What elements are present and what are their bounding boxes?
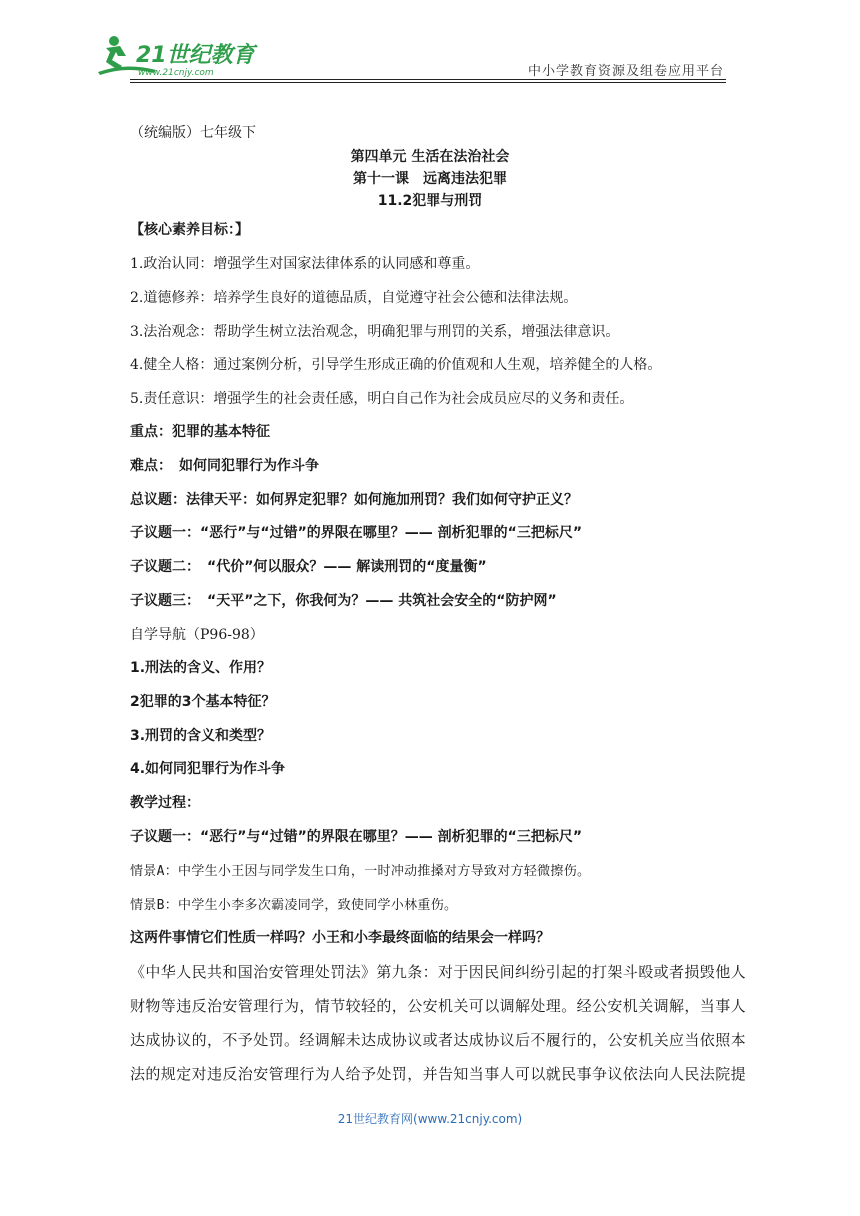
law-text-line: 达成协议的，不予处罚。经调解未达成协议或者达成协议后不履行的，公安机关应当依照本: [130, 1031, 747, 1049]
goal-item: 4.健全人格：通过案例分析，引导学生形成正确的价值观和人生观，培养健全的人格。: [130, 357, 662, 373]
process-subtopic: 子议题一：“恶行”与“过错”的界限在哪里？—— 剖析犯罪的“三把标尺”: [130, 829, 583, 845]
difficulty-point: 难点： 如何同犯罪行为作斗争: [130, 458, 319, 474]
scene-a: 情景A：中学生小王因与同学发生口角，一时冲动推搡对方导致对方轻微擦伤。: [130, 864, 591, 879]
goal-item: 3.法治观念：帮助学生树立法治观念，明确犯罪与刑罚的关系，增强法律意识。: [130, 324, 620, 340]
unit-title: 第四单元 生活在法治社会: [350, 149, 510, 165]
logo-url: www.21cnjy.com: [138, 68, 214, 78]
study-question: 1.刑法的含义、作用？: [130, 660, 272, 676]
key-point: 重点：犯罪的基本特征: [130, 424, 270, 440]
core-goals-heading: 【核心素养目标：】: [130, 222, 249, 238]
edition-label: （统编版）七年级下: [130, 125, 256, 141]
goal-item: 5.责任意识：增强学生的社会责任感，明白自己作为社会成员应尽的义务和责任。: [130, 391, 634, 407]
platform-name: 中小学教育资源及组卷应用平台: [527, 64, 724, 79]
scene-b: 情景B：中学生小李多次霸凌同学，致使同学小林重伤。: [130, 898, 458, 913]
law-text-line: 财物等违反治安管理行为，情节较轻的，公安机关可以调解处理。经公安机关调解，当事人: [130, 997, 747, 1015]
section-title: 11.2犯罪与刑罚: [377, 193, 483, 209]
logo-text: 21世纪教育: [136, 43, 255, 68]
study-question: 4.如何同犯罪行为作斗争: [130, 761, 286, 777]
sub-topic: 子议题二： “代价”何以服众？—— 解读刑罚的“度量衡”: [130, 559, 487, 575]
self-study-heading: 自学导航（P96-98）: [130, 627, 264, 643]
header-divider: [130, 79, 726, 80]
footer-link[interactable]: 21世纪教育网(www.21cnjy.com): [337, 1112, 523, 1126]
law-text-line: 法的规定对违反治安管理行为人给予处罚，并告知当事人可以就民事争议依法向人民法院提: [130, 1065, 747, 1083]
goal-item: 1.政治认同：增强学生对国家法律体系的认同感和尊重。: [130, 256, 480, 272]
compare-question: 这两件事情它们性质一样吗？小王和小李最终面临的结果会一样吗？: [130, 930, 550, 946]
study-question: 3.刑罚的含义和类型？: [130, 728, 272, 744]
sub-topic: 子议题三： “天平”之下，你我何为？—— 共筑社会安全的“防护网”: [130, 593, 557, 609]
study-question: 2犯罪的3个基本特征？: [130, 694, 276, 710]
sub-topic: 子议题一：“恶行”与“过错”的界限在哪里？—— 剖析犯罪的“三把标尺”: [130, 525, 583, 541]
site-logo[interactable]: [96, 32, 266, 80]
header-divider-thin: [130, 82, 726, 83]
law-text-line: 《中华人民共和国治安管理处罚法》第九条：对于因民间纠纷引起的打架斗殴或者损毁他人: [130, 963, 747, 981]
lesson-title: 第十一课 远离违法犯罪: [353, 171, 507, 187]
process-heading: 教学过程：: [130, 795, 200, 811]
main-topic: 总议题：法律天平：如何界定犯罪？如何施加刑罚？我们如何守护正义？: [130, 492, 578, 508]
goal-item: 2.道德修养：培养学生良好的道德品质，自觉遵守社会公德和法律法规。: [130, 290, 578, 306]
